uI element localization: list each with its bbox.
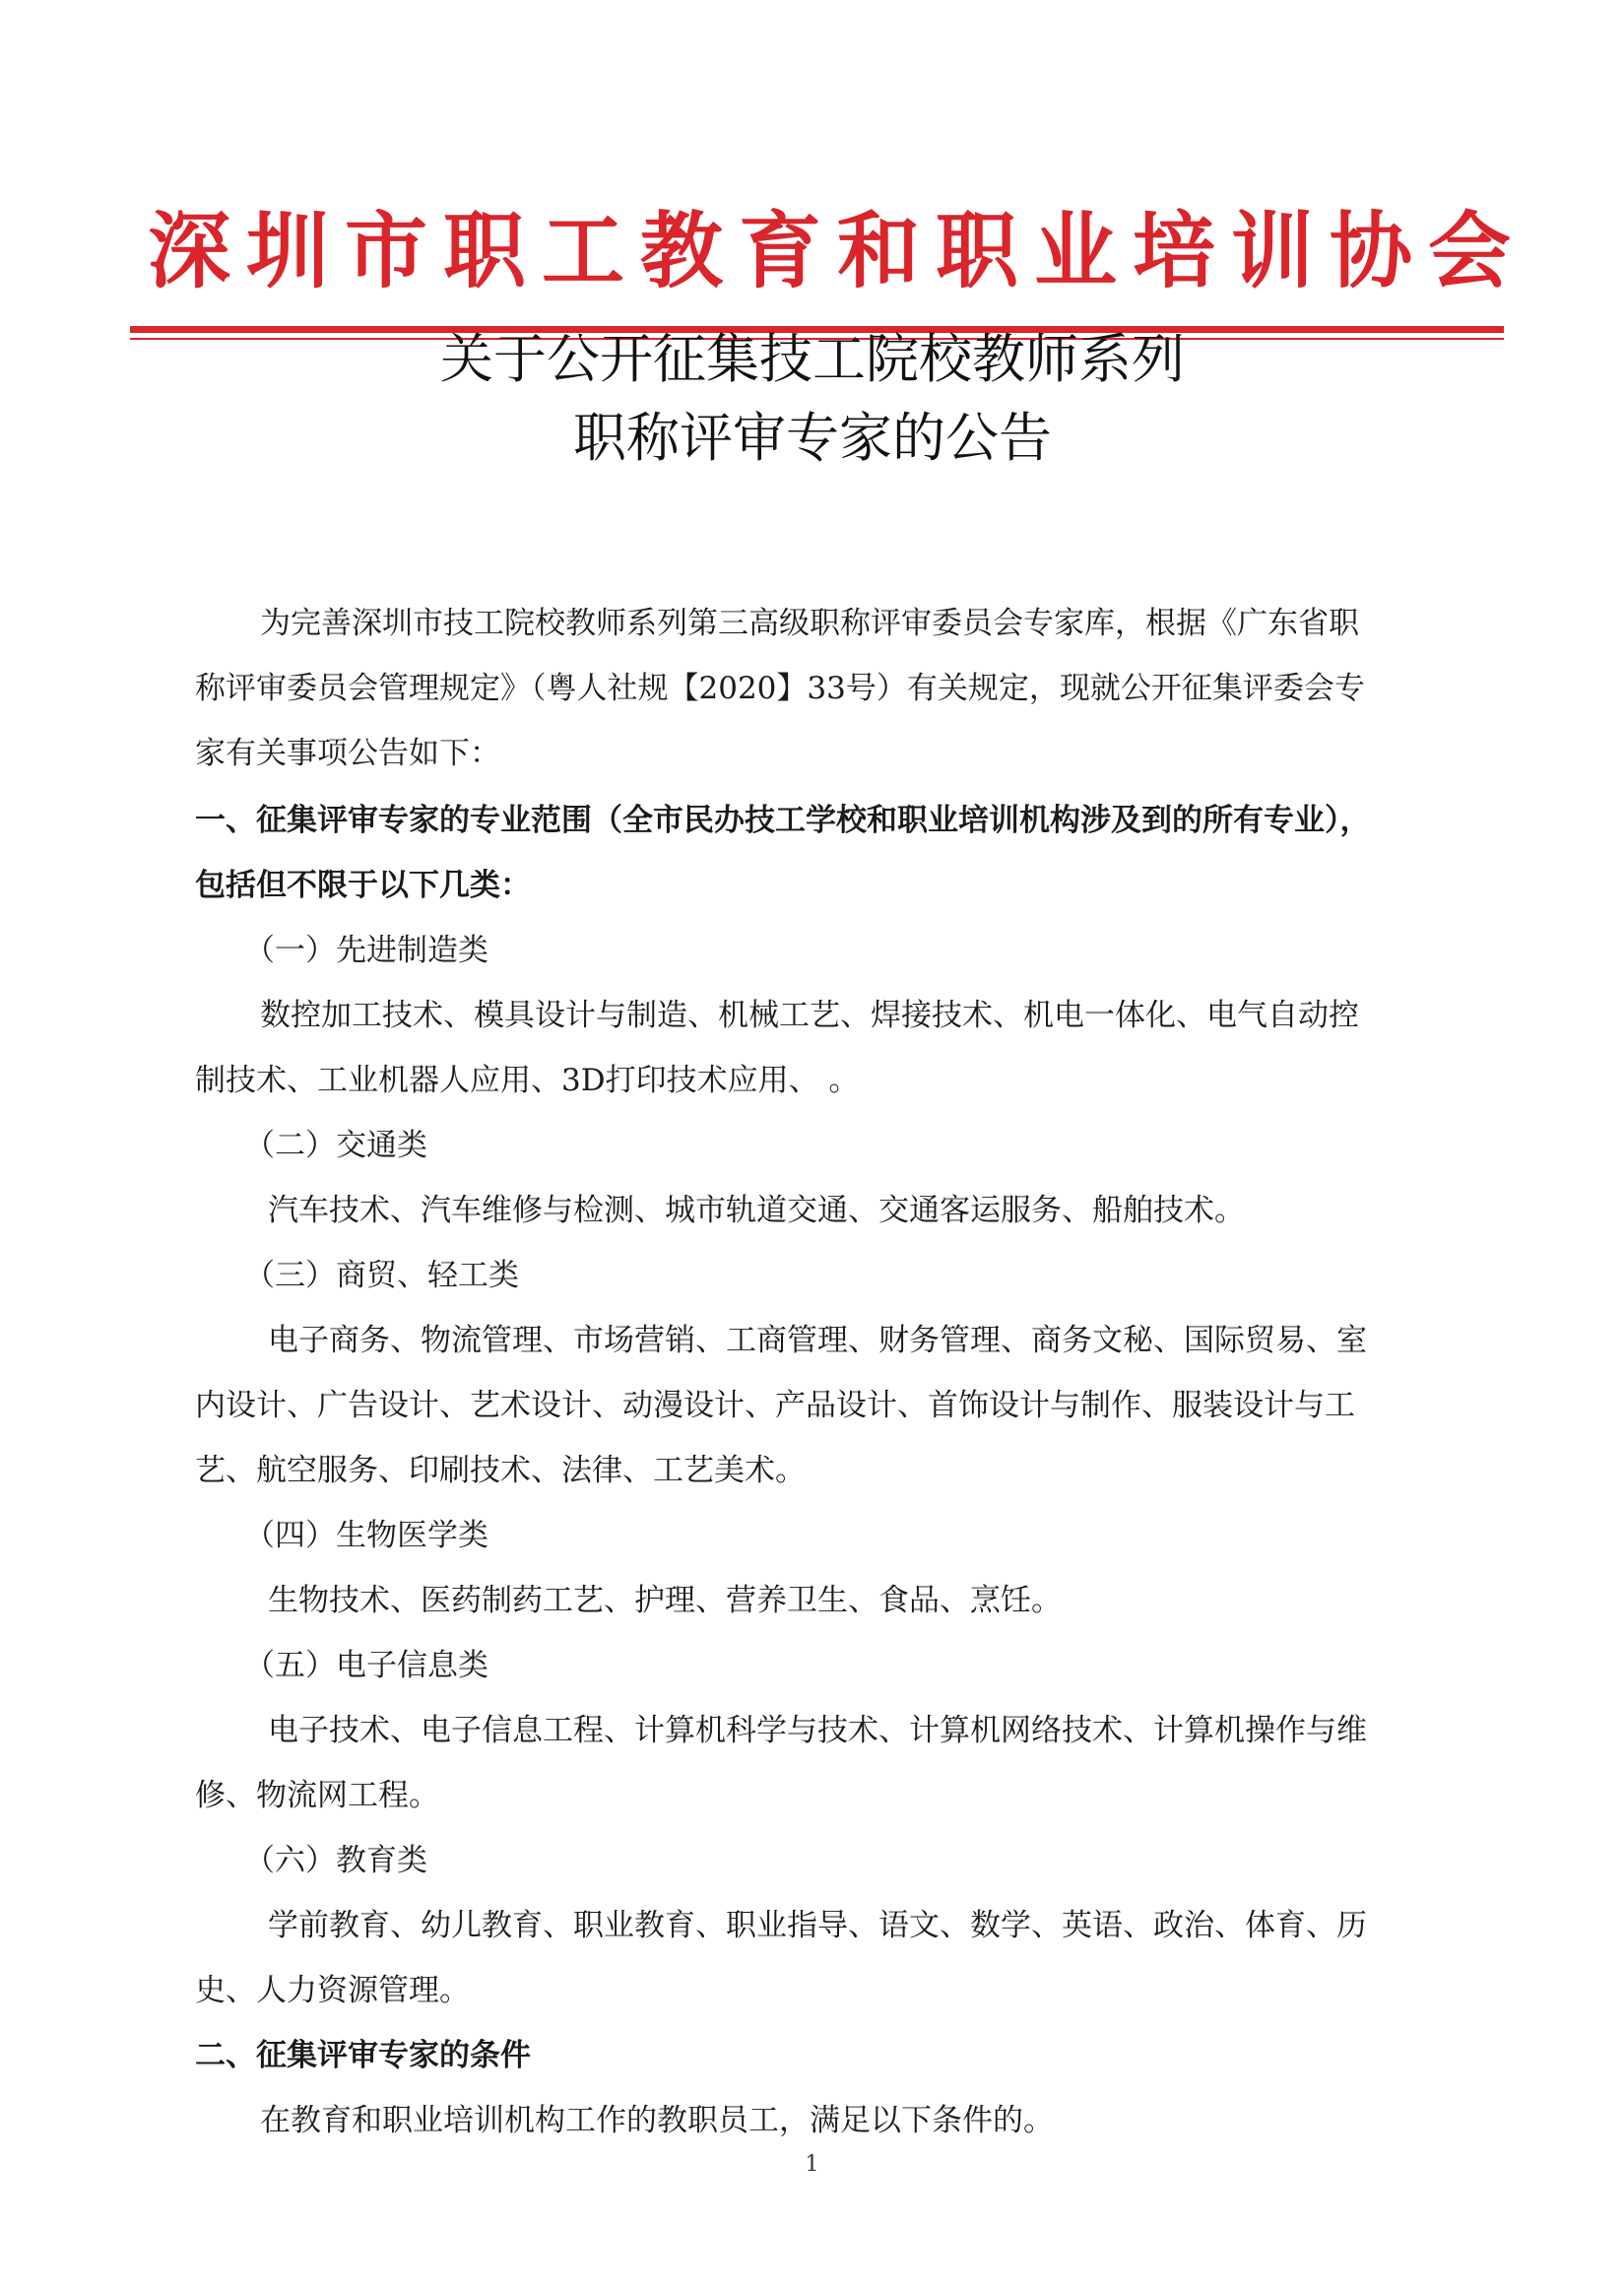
section-1-heading: 一、征集评审专家的专业范围（全市民办技工学校和职业培训机构涉及到的所有专业）， <box>195 803 1371 838</box>
letterhead-org-name: 深圳市职工教育和职业培训协会 <box>148 203 1527 299</box>
intro-line: 称评审委员会管理规定》（粤人社规【2020】33号）有关规定，现就公开征集评委会专 <box>195 671 1365 706</box>
section-2-heading: 二、征集评审专家的条件 <box>195 2038 531 2073</box>
section-1-heading: 包括但不限于以下几类： <box>195 868 531 903</box>
category-item-line: 电子技术、电子信息工程、计算机科学与技术、计算机网络技术、计算机操作与维 <box>268 1713 1367 1748</box>
announcement-title-line-2: 职称评审专家的公告 <box>573 407 1052 469</box>
intro-line: 为完善深圳市技工院校教师系列第三高级职称评审委员会专家库，根据《广东省职 <box>260 606 1359 641</box>
category-item-line: 艺、航空服务、印刷技术、法律、工艺美术。 <box>195 1453 806 1488</box>
category-heading: （五）电子信息类 <box>244 1648 488 1683</box>
category-item-line: 制技术、工业机器人应用、3D打印技术应用、 。 <box>195 1063 860 1098</box>
page-number: 1 <box>805 2152 819 2177</box>
category-heading: （三）商贸、轻工类 <box>244 1258 519 1293</box>
intro-line: 家有关事项公告如下： <box>195 736 500 771</box>
category-heading: （四）生物医学类 <box>244 1518 488 1553</box>
category-heading: （二）交通类 <box>244 1128 427 1163</box>
category-item-line: 内设计、广告设计、艺术设计、动漫设计、产品设计、首饰设计与制作、服装设计与工 <box>195 1388 1355 1423</box>
category-item-line: 数控加工技术、模具设计与制造、机械工艺、焊接技术、机电一体化、电气自动控 <box>260 998 1359 1033</box>
category-item-line: 修、物流网工程。 <box>195 1778 439 1813</box>
category-item-line: 生物技术、医药制药工艺、护理、营养卫生、食品、烹饪。 <box>268 1583 1062 1618</box>
category-item-line: 电子商务、物流管理、市场营销、工商管理、财务管理、商务文秘、国际贸易、室 <box>268 1323 1367 1358</box>
announcement-title-line-1: 关于公开征集技工院校教师系列 <box>440 328 1185 390</box>
category-item-line: 史、人力资源管理。 <box>195 1973 470 2008</box>
category-item-line: 汽车技术、汽车维修与检测、城市轨道交通、交通客运服务、船舶技术。 <box>268 1193 1245 1228</box>
section-2-text: 在教育和职业培训机构工作的教职员工，满足以下条件的。 <box>260 2103 1054 2138</box>
category-heading: （一）先进制造类 <box>244 933 488 968</box>
category-item-line: 学前教育、幼儿教育、职业教育、职业指导、语文、数学、英语、政治、体育、历 <box>268 1908 1367 1943</box>
category-heading: （六）教育类 <box>244 1843 427 1878</box>
